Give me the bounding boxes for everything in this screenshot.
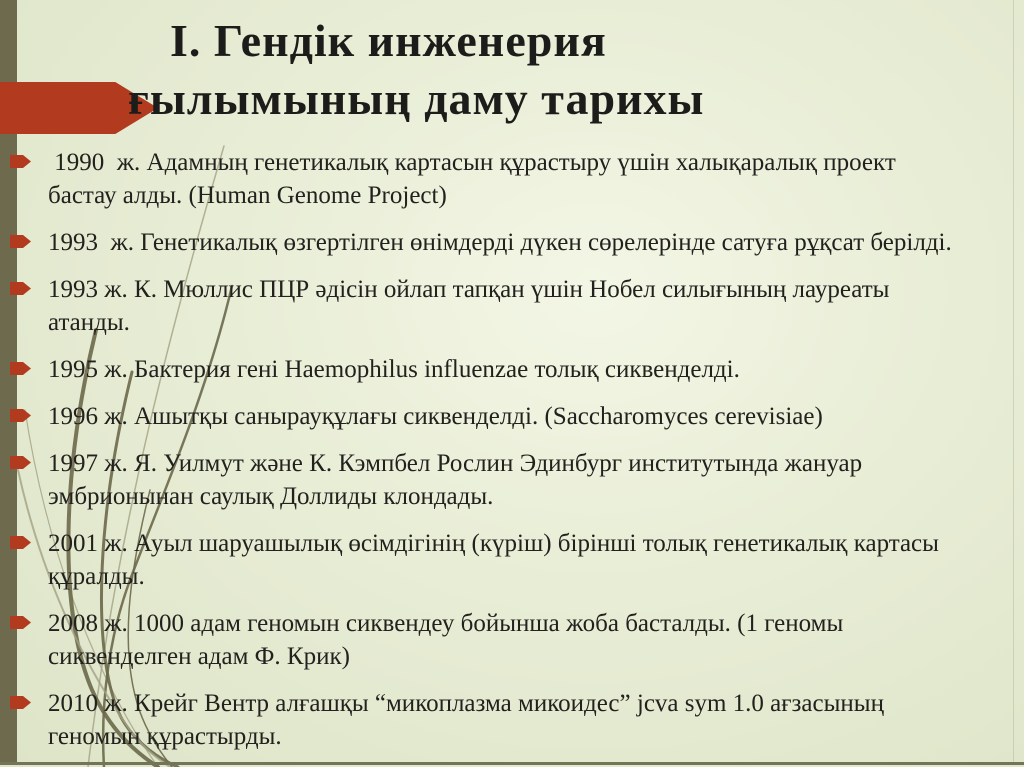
bullet-arrow-icon (10, 235, 31, 248)
right-edge-line (1013, 0, 1014, 762)
list-item-text (48, 527, 939, 593)
bullet-arrow-icon (10, 155, 31, 168)
list-item-line: 1993 ж. К. Мюллис ПЦР әдісін ойлап тапқан үшін Нобел силығының лауреаты (48, 276, 890, 303)
slide-title-line2: ғылымының даму тарихы (128, 73, 705, 124)
list-item (10, 353, 1018, 386)
list-item-line: бастау алды. (Human Genome Project) (48, 182, 447, 209)
list-item-line: геномын құрастырды. (48, 723, 282, 750)
list-item-text (48, 607, 843, 673)
list-item-line: эмбрионынан саулық Доллиды клондады. (48, 483, 494, 510)
list-item-line: 2001 ж. Ауыл шаруашылық өсімдігінің (күріш) бірінші толық генетикалық картасы (48, 530, 939, 557)
list-item (10, 146, 1018, 212)
list-item-line: атанды. (48, 309, 130, 336)
timeline-list (10, 146, 1018, 767)
list-item-text (48, 226, 952, 259)
bullet-arrow-icon (10, 616, 31, 629)
bullet-arrow-icon (10, 362, 31, 375)
list-item (10, 607, 1018, 673)
bullet-arrow-icon (10, 456, 31, 469)
slide-title-line1: I. Гендік инженерия (170, 15, 607, 66)
list-item-line: құралды. (48, 563, 145, 590)
list-item-text (48, 273, 889, 339)
list-item-text (48, 447, 862, 513)
list-item-line: 1997 ж. Я. Уилмут және К. Кэмпбел Рослин Эдинбург институтында жануар (48, 450, 863, 477)
list-item-line: 2010 ж. Крейг Вентр алғашқы “микоплазма микоидес” jcva sym 1.0 ағзасының (48, 690, 884, 717)
list-item-text (48, 353, 740, 386)
list-item (10, 447, 1018, 513)
list-item (10, 226, 1018, 259)
bullet-arrow-icon (10, 282, 31, 295)
bullet-arrow-icon (10, 696, 31, 709)
list-item-text (48, 146, 896, 212)
bullet-arrow-icon (10, 409, 31, 422)
list-item-text (48, 687, 884, 753)
list-item-line: сиквенделген адам Ф. Крик) (48, 643, 350, 670)
list-item-line: 1996 ж. Ашытқы санырауқұлағы сиквенделді. (Saccharomyces cerevisiae) (48, 403, 823, 430)
list-item (10, 687, 1018, 753)
list-item-line: 1990 ж. Адамның генетикалық картасын құрастыру үшін халықаралық проект (48, 149, 896, 176)
list-item (10, 273, 1018, 339)
list-item (10, 527, 1018, 593)
list-item-line: 2008 ж. 1000 адам геномын сиквендеу бойынша жоба басталды. (1 геномы (48, 610, 844, 637)
bottom-border-line (0, 762, 1024, 765)
list-item-line: 1993 ж. Генетикалық өзгертілген өнімдерді дүкен сөрелерінде сатуға рұқсат берілді. (48, 229, 952, 256)
list-item (10, 400, 1018, 433)
list-item-line: 1995 ж. Бактерия гені Haemophilus influenzae толық сиквенделді. (48, 356, 740, 383)
list-item-text (48, 400, 823, 433)
bullet-arrow-icon (10, 536, 31, 549)
